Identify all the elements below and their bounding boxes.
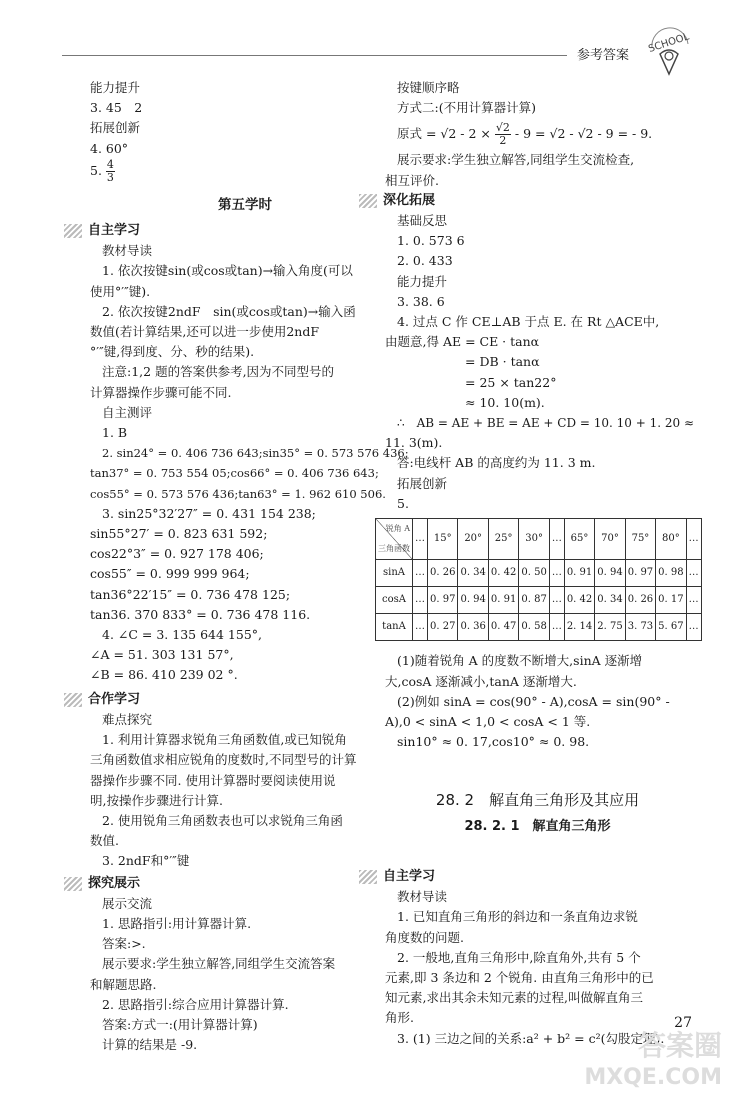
text-line: 和解题思路.	[90, 976, 157, 992]
table-cell: 0. 50	[519, 560, 549, 587]
school-logo-icon	[638, 24, 700, 86]
text-line: A),0 < sinA < 1,0 < cosA < 1 等.	[385, 714, 591, 730]
text-line: cos55° = 0. 573 576 436;tan63° = 1. 962 610 506.	[90, 486, 386, 501]
text-line: 2. 思路指引:综合应用计算器计算.	[102, 996, 289, 1012]
table-cell: …	[413, 587, 428, 614]
table-cell: 0. 26	[428, 560, 458, 587]
section-heading: 探究展示	[64, 874, 400, 894]
table-row-label: cosA	[376, 587, 413, 614]
table-cell: …	[549, 614, 564, 641]
text-line: 11. 3(m).	[385, 435, 443, 451]
text-line: ≈ 10. 10(m).	[465, 394, 545, 410]
table-cell: 0. 94	[458, 587, 488, 614]
table-row-label: sinA	[376, 560, 413, 587]
table-header-cell: 75°	[625, 519, 655, 560]
table-header-cell: 15°	[428, 519, 458, 560]
text-line: 答案:方式一:(用计算器计算)	[102, 1016, 258, 1032]
text-line: 3. (1) 三边之间的关系:a² + b² = c²(勾股定理).	[397, 1030, 665, 1046]
watermark: 答案圈 MXQE.COM	[584, 1029, 722, 1090]
table-cell: 0. 17	[656, 587, 686, 614]
trig-table	[375, 518, 702, 641]
table-cell: 0. 87	[519, 587, 549, 614]
text-line: 2. 0. 433	[397, 253, 453, 269]
text-line: 拓展创新	[90, 120, 141, 136]
text-line: 3. 45 2	[90, 100, 143, 116]
section-marker-icon	[359, 870, 377, 884]
page-number: 27	[674, 1015, 692, 1031]
table-cell: 3. 73	[625, 614, 655, 641]
table-header-cell: 70°	[595, 519, 625, 560]
header-title: 参考答案	[577, 48, 630, 63]
text-line: 4. ∠C = 3. 135 644 155°,	[102, 627, 263, 643]
text-line: 教材导读	[397, 889, 448, 905]
text-line: ∴ AB = AE + BE = AE + CD = 10. 10 + 1. 20 ≈	[397, 416, 695, 431]
table-header-row	[376, 519, 702, 560]
fraction: $\frac{√2}{2}$	[495, 121, 510, 148]
text-line: 2. 使用锐角三角函数表也可以求锐角三角函	[102, 812, 343, 828]
table-header-cell: 20°	[458, 519, 488, 560]
text-line: 2. 一般地,直角三角形中,除直角外,共有 5 个	[397, 949, 641, 965]
table-header-cell: …	[413, 519, 428, 560]
text-line: 基础反思	[397, 213, 448, 229]
text-line: cos55″ = 0. 999 999 964;	[90, 566, 250, 582]
text-line: 展示要求:学生独立解答,同组学生交流检查,	[397, 152, 635, 168]
text-line: 1. B	[102, 425, 128, 441]
section-marker-icon	[64, 877, 82, 891]
text-line: 方式二:(不用计算器计算)	[397, 100, 536, 116]
right-column	[378, 78, 699, 1049]
text-line: cos22°3″ = 0. 927 178 406;	[90, 546, 264, 562]
text-line: 相互评价.	[385, 172, 439, 188]
table-row	[376, 614, 702, 641]
table-cell: …	[413, 614, 428, 641]
table-row	[376, 587, 702, 614]
header-rule	[62, 55, 567, 56]
text-line: ∠B = 86. 410 239 02 °.	[90, 667, 238, 683]
table-cell: …	[686, 614, 701, 641]
table-cell: 0. 36	[458, 614, 488, 641]
text-line: ∠A = 51. 303 131 57°,	[90, 647, 234, 663]
table-header-cell: 25°	[488, 519, 518, 560]
table-cell: 2. 14	[564, 614, 594, 641]
text-line: 知元素,求出其余未知元素的过程,叫做解直角三	[385, 990, 643, 1006]
text-line: 拓展创新	[397, 475, 448, 491]
section-heading: 深化拓展	[359, 191, 690, 211]
text-line: 使用°′″键).	[90, 283, 151, 299]
table-header-cell: …	[686, 519, 701, 560]
text-line: 自主测评	[102, 404, 153, 420]
text-line: 答:电线杆 AB 的高度约为 11. 3 m.	[397, 455, 596, 471]
table-cell: 0. 27	[428, 614, 458, 641]
table-cell: …	[413, 560, 428, 587]
fraction: $\frac{4}{3}$	[106, 157, 114, 184]
table-corner-cell: 锐角 A 三角函数	[376, 519, 413, 560]
text-line: sin55°27′ = 0. 823 631 592;	[90, 526, 268, 542]
text-line: tan37° = 0. 753 554 05;cos66° = 0. 406 736 643;	[90, 466, 379, 481]
lesson-title: 第五学时	[218, 196, 272, 213]
text-line: 注意:1,2 题的答案供参考,因为不同型号的	[102, 364, 335, 380]
text-line: sin10° ≈ 0. 17,cos10° ≈ 0. 98.	[397, 734, 590, 750]
text-line: 角度数的问题.	[385, 929, 464, 945]
text-line: 三角函数值求相应锐角的度数时,不同型号的计算	[90, 752, 357, 768]
text-line: 角形.	[385, 1010, 414, 1026]
chapter-title: 28. 2 解直角三角形及其应用	[435, 791, 640, 810]
logo-text: SCHOOL	[647, 31, 691, 55]
table-cell: 0. 98	[656, 560, 686, 587]
text-line: = DB · tanα	[465, 354, 540, 370]
table-cell: 0. 42	[564, 587, 594, 614]
text-line: 按键顺序略	[397, 80, 460, 95]
text-line: 数值(若计算结果,还可以进一步使用2ndF	[90, 324, 320, 340]
section-marker-icon	[359, 194, 377, 208]
section-heading: 自主学习	[64, 221, 400, 241]
table-cell: 0. 58	[519, 614, 549, 641]
text-line: (1)随着锐角 A 的度数不断增大,sinA 逐渐增	[397, 653, 643, 669]
formula-line: 原式 = √2 - 2 × $\frac{√2}{2}$ - 9 = √2 - √2 - 9 = - 9.	[397, 121, 653, 148]
table-header-cell: 80°	[656, 519, 686, 560]
text-line: 数值.	[90, 833, 119, 849]
table-cell: 0. 97	[428, 587, 458, 614]
text-line: 3. 2ndF和°′″键	[102, 853, 190, 869]
text-line: 明,按操作步骤进行计算.	[90, 792, 223, 808]
text-line: 答案:>.	[102, 936, 146, 952]
text-line: (2)例如 sinA = cos(90° - A),cosA = sin(90° -	[397, 693, 670, 709]
text-line: 难点探究	[102, 711, 153, 727]
table-cell: 0. 42	[488, 560, 518, 587]
table-cell: 0. 91	[488, 587, 518, 614]
table-cell: …	[549, 560, 564, 587]
text-line: 元素,即 3 条边和 2 个锐角. 由直角三角形中的已	[385, 969, 654, 985]
left-column	[88, 78, 409, 1055]
text-line: 1. 已知直角三角形的斜边和一条直角边求锐	[397, 909, 638, 925]
table-cell: 0. 34	[458, 560, 488, 587]
table-cell: 2. 75	[595, 614, 625, 641]
section-heading: 自主学习	[359, 867, 690, 887]
text-line: 3. sin25°32′27″ = 0. 431 154 238;	[102, 505, 316, 521]
table-cell: 0. 91	[564, 560, 594, 587]
table-cell: 5. 67	[656, 614, 686, 641]
table-cell: 0. 26	[625, 587, 655, 614]
table-header-cell: …	[549, 519, 564, 560]
text-line: tan36°22′15″ = 0. 736 478 125;	[90, 586, 291, 602]
section-marker-icon	[64, 224, 82, 238]
text-line: 器操作步骤不同. 使用计算器时要阅读使用说	[90, 772, 336, 788]
table-header-cell: 65°	[564, 519, 594, 560]
text-line: 1. 利用计算器求锐角三角函数值,或已知锐角	[102, 732, 347, 748]
text-line: 计算器操作步骤可能不同.	[90, 384, 232, 400]
table-cell: 0. 97	[625, 560, 655, 587]
text-line: 2. 依次按键2ndF sin(或cos或tan)→输入函	[102, 303, 356, 319]
text-line: 1. 0. 573 6	[397, 233, 465, 249]
text-line: 1. 思路指引:用计算器计算.	[102, 915, 252, 931]
text-line: 4. 60°	[90, 140, 129, 156]
text-line: 1. 依次按键sin(或cos或tan)→输入角度(可以	[102, 263, 353, 279]
text-line: 能力提升	[397, 273, 448, 289]
table-header-cell: 30°	[519, 519, 549, 560]
subsection-title: 28. 2. 1 解直角三角形	[464, 818, 611, 834]
answer-fraction-line: 5. $\frac{4}{3}$	[90, 157, 114, 184]
text-line: 2. sin24° = 0. 406 736 643;sin35° = 0. 573 576 436;	[102, 446, 409, 461]
text-line: 展示交流	[102, 895, 153, 911]
table-cell: …	[549, 587, 564, 614]
text-line: 4. 过点 C 作 CE⊥AB 于点 E. 在 Rt △ACE中,	[397, 314, 660, 330]
section-heading: 合作学习	[64, 690, 400, 710]
table-cell: 0. 47	[488, 614, 518, 641]
text-line: = 25 × tan22°	[465, 374, 557, 390]
text-line: 由题意,得 AE = CE · tanα	[385, 334, 540, 350]
table-cell: 0. 34	[595, 587, 625, 614]
text-line: 计算的结果是 -9.	[102, 1037, 198, 1053]
text-line: 能力提升	[90, 80, 141, 95]
table-cell: …	[686, 560, 701, 587]
table-row-label: tanA	[376, 614, 413, 641]
table-cell: 0. 94	[595, 560, 625, 587]
table-row	[376, 560, 702, 587]
text-line: 3. 38. 6	[397, 293, 445, 309]
table-cell: …	[686, 587, 701, 614]
text-line: 教材导读	[102, 243, 153, 259]
text-line: tan36. 370 833° = 0. 736 478 116.	[90, 606, 311, 622]
text-line: 5.	[397, 495, 409, 511]
text-line: 大,cosA 逐渐减小,tanA 逐渐增大.	[385, 673, 577, 689]
section-marker-icon	[64, 693, 82, 707]
text-line: °′″键,得到度、分、秒的结果).	[90, 344, 255, 360]
text-line: 展示要求:学生独立解答,同组学生交流答案	[102, 956, 336, 972]
